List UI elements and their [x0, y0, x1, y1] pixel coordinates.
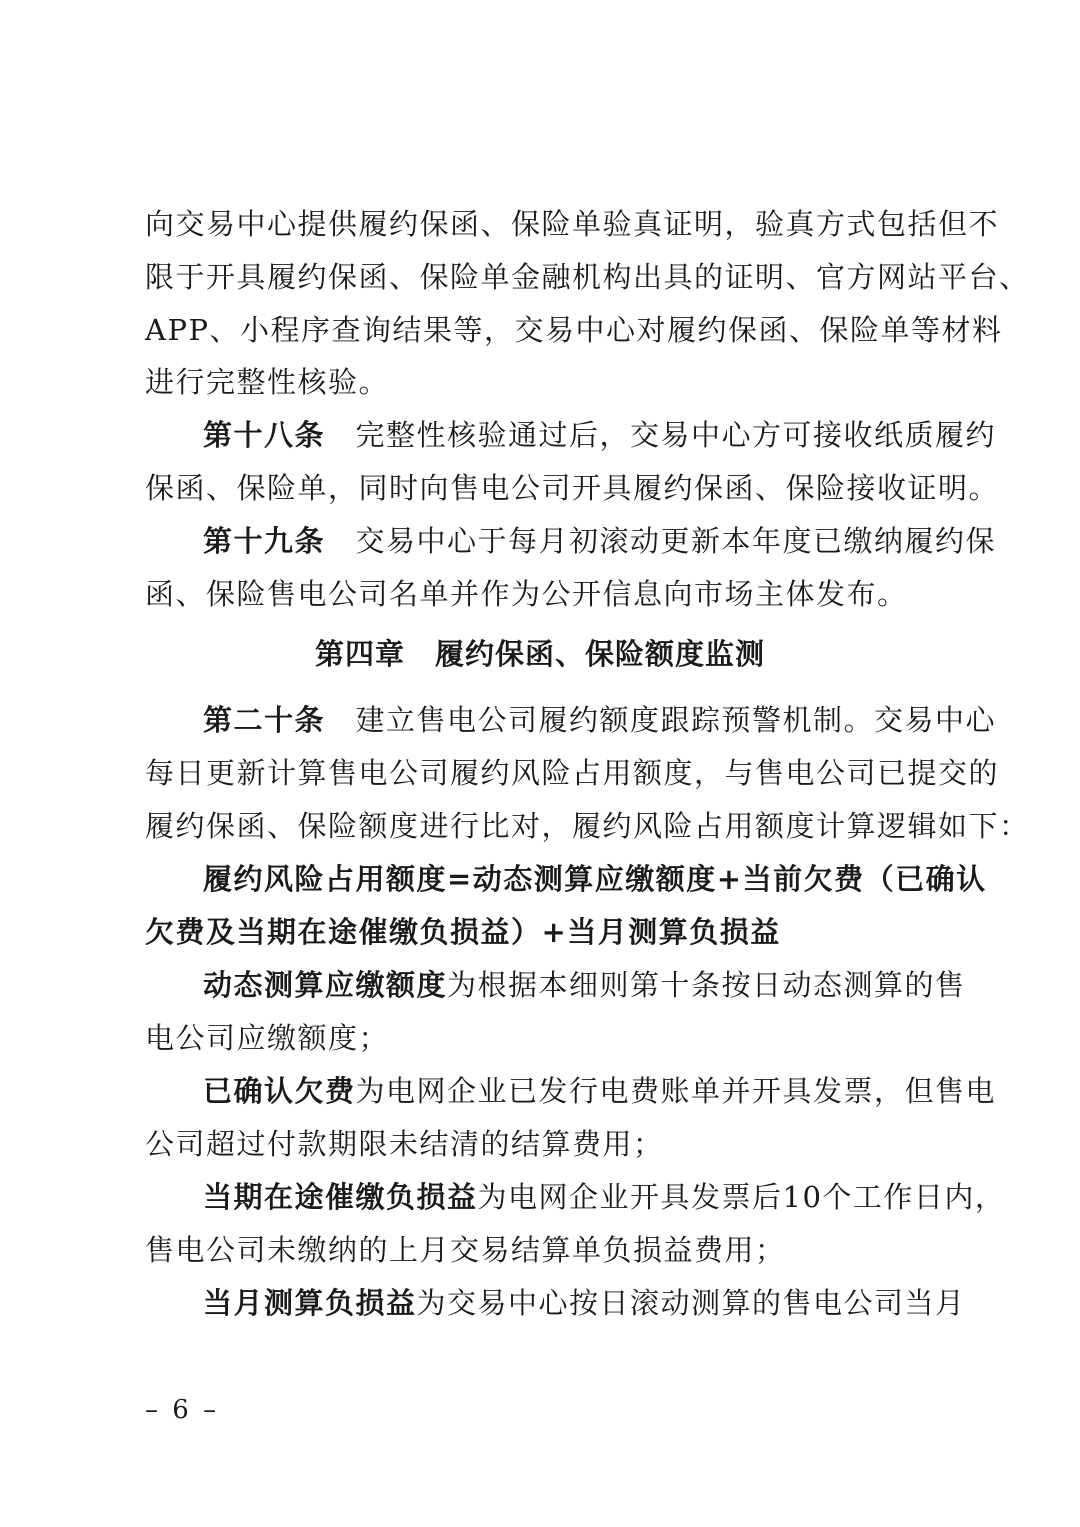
definition-term: 当期在途催缴负损益: [203, 1180, 478, 1214]
formula-line: 履约风险占用额度=动态测算应缴额度+当前欠费（已确认: [203, 862, 987, 896]
definition-line: 公司超过付款期限未结清的结算费用；: [145, 1127, 664, 1161]
article-19-text: 交易中心于每月初滚动更新本年度已缴纳履约保: [355, 524, 997, 558]
article-19-line: 函、保险售电公司名单并作为公开信息向市场主体发布。: [145, 577, 908, 611]
page-number: – 6 –: [145, 1395, 220, 1425]
definition-text: 为交易中心按日滚动测算的售电公司当月: [416, 1286, 966, 1320]
article-20-line: [203, 700, 997, 740]
definition-line: [203, 965, 966, 1005]
paragraph-line: 进行完整性核验。: [145, 365, 390, 399]
article-18-text: 完整性核验通过后，交易中心方可接收纸质履约: [355, 418, 997, 452]
definition-text: 为根据本细则第十条按日动态测算的售: [447, 968, 966, 1002]
definition-line: [203, 1071, 997, 1111]
article-20-line: 每日更新计算售电公司履约风险占用额度，与售电公司已提交的: [145, 756, 1000, 790]
article-20-text: 建立售电公司履约额度跟踪预警机制。交易中心: [355, 703, 997, 737]
definition-term: 动态测算应缴额度: [203, 968, 448, 1002]
definition-term: 已确认欠费: [203, 1074, 356, 1108]
definition-line: [203, 1177, 1006, 1217]
article-20-line: 履约保函、保险额度进行比对，履约风险占用额度计算逻辑如下：: [145, 809, 1030, 843]
formula-line: 欠费及当期在途催缴负损益）+当月测算负损益: [145, 915, 781, 949]
definition-line: [203, 1283, 966, 1323]
article-19-line: [203, 521, 997, 561]
definition-line: 电公司应缴额度；: [145, 1021, 390, 1055]
definition-text: 为电网企业开具发票后10个工作日内，: [477, 1180, 1006, 1214]
paragraph-line: 向交易中心提供履约保函、保险单验真证明，验真方式包括但不: [145, 207, 1000, 241]
article-18-label: 第十八条: [203, 418, 326, 452]
paragraph-line: 限于开具履约保函、保险单金融机构出具的证明、官方网站平台、: [145, 260, 1030, 294]
article-20-label: 第二十条: [203, 703, 326, 737]
article-18-line: [203, 415, 997, 455]
definition-term: 当月测算负损益: [203, 1286, 417, 1320]
definition-text: 为电网企业已发行电费账单并开具发票，但售电: [355, 1074, 997, 1108]
article-19-label: 第十九条: [203, 524, 326, 558]
chapter-heading: 第四章 履约保函、保险额度监测: [314, 637, 765, 671]
article-18-line: 保函、保险单，同时向售电公司开具履约保函、保险接收证明。: [145, 471, 1000, 505]
definition-line: 售电公司未缴纳的上月交易结算单负损益费用；: [145, 1233, 786, 1267]
paragraph-line: APP、小程序查询结果等，交易中心对履约保函、保险单等材料: [145, 313, 1003, 347]
